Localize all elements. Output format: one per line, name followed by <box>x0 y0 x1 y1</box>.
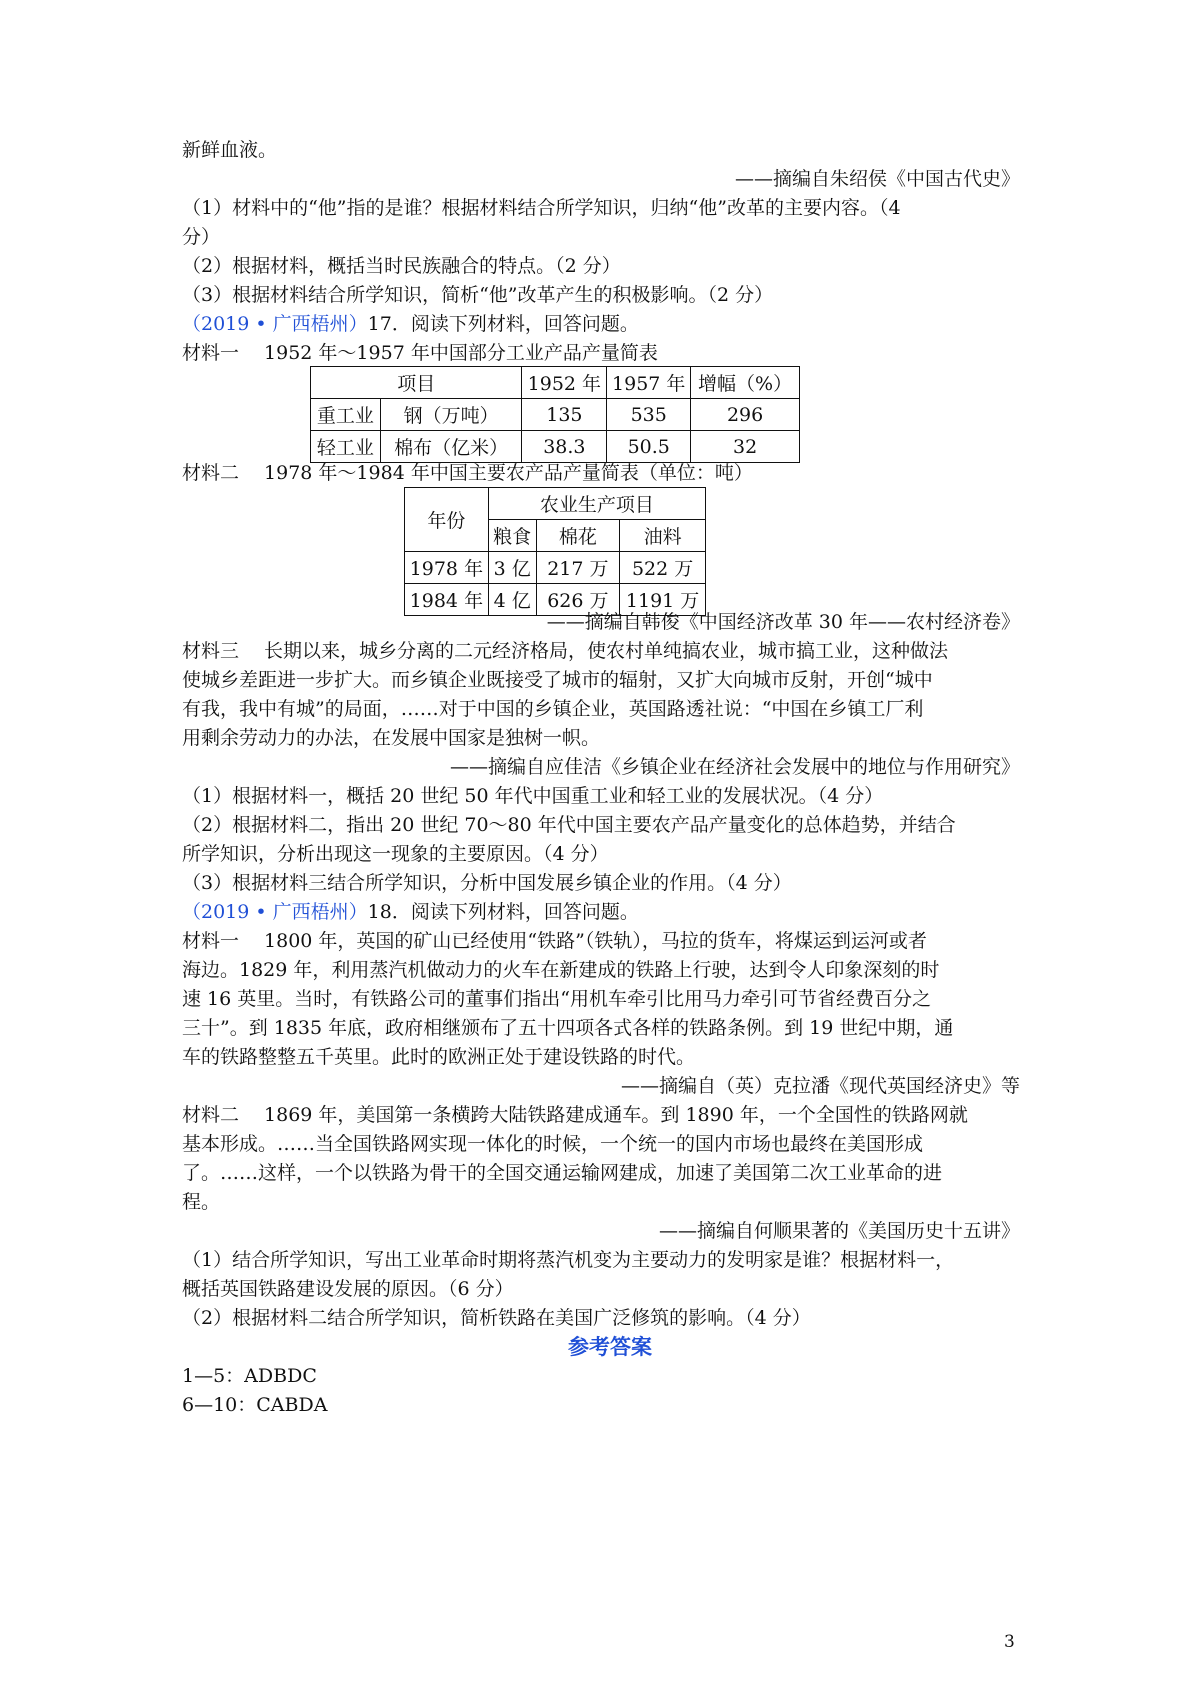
table-cell: 135 <box>522 399 607 431</box>
material-text: 使城乡差距进一步扩大。而乡镇企业既接受了城市的辐射，又扩大向城市反射，开创“城中 <box>182 669 933 691</box>
question-text: （2）根据材料二，指出 20 世纪 70～80 年代中国主要农产品产量变化的总体趋势，并结合 <box>182 814 956 836</box>
material-text: 材料一 1800 年，英国的矿山已经使用“铁路”（铁轨），马拉的货车，将煤运到运河或者 <box>182 930 927 952</box>
table-row <box>405 488 706 520</box>
material-title: 材料二 1978 年～1984 年中国主要农产品产量简表（单位：吨） <box>182 462 753 484</box>
text-line: 新鲜血液。 <box>182 139 278 161</box>
question-text: （3）根据材料三结合所学知识，分析中国发展乡镇企业的作用。（4 分） <box>182 872 792 894</box>
question-source-tag: （2019 • 广西梧州） <box>182 313 368 335</box>
table-cell: 4 亿 <box>488 584 536 616</box>
table-cell: 1191 万 <box>620 584 706 616</box>
question-header-18 <box>182 899 1022 925</box>
table-header-cell: 1957 年 <box>607 367 691 399</box>
table-cell: 棉布（亿米） <box>380 431 522 463</box>
material-text: 速 16 英里。当时，有铁路公司的董事们指出“用机车牵引比用马力牵引可节省经费百分之 <box>182 988 931 1010</box>
material-title: 材料一 1952 年～1957 年中国部分工业产品产量简表 <box>182 342 658 364</box>
table-cell: 钢（万吨） <box>380 399 522 431</box>
table-header-cell: 1952 年 <box>522 367 607 399</box>
question-text: 所学知识，分析出现这一现象的主要原因。（4 分） <box>182 843 609 865</box>
table-cell: 轻工业 <box>311 431 381 463</box>
question-text: 概括英国铁路建设发展的原因。（6 分） <box>182 1278 514 1300</box>
material-text: 三十”。到 1835 年底，政府相继颁布了五十四项各式各样的铁路条例。到 19 世纪中期，通 <box>182 1017 954 1039</box>
material-text: 车的铁路整整五千英里。此时的欧洲正处于建设铁路的时代。 <box>182 1046 696 1068</box>
table-cell: 217 万 <box>536 552 620 584</box>
table-header-cell: 项目 <box>311 367 522 399</box>
table-row <box>405 552 706 584</box>
table-cell: 626 万 <box>536 584 620 616</box>
table-cell: 50.5 <box>607 431 691 463</box>
question-text: （1）结合所学知识，写出工业革命时期将蒸汽机变为主要动力的发明家是谁？根据材料一， <box>182 1249 955 1271</box>
question-text: （2）根据材料二结合所学知识，简析铁路在美国广泛修筑的影响。（4 分） <box>182 1307 811 1329</box>
table-cell: 38.3 <box>522 431 607 463</box>
question-text: （2）根据材料，概括当时民族融合的特点。（2 分） <box>182 255 621 277</box>
question-prompt: 17．阅读下列材料，回答问题。 <box>367 313 639 335</box>
question-text: （3）根据材料结合所学知识，简析“他”改革产生的积极影响。（2 分） <box>182 284 774 306</box>
source-citation: ——摘编自应佳洁《乡镇企业在经济社会发展中的地位与作用研究》 <box>449 756 1020 778</box>
table-header-cell: 油料 <box>620 520 706 552</box>
page-number: 3 <box>1004 1632 1015 1652</box>
material-text: 有我，我中有城”的局面，……对于中国的乡镇企业，英国路透社说：“中国在乡镇工厂利 <box>182 698 924 720</box>
material-text: 材料二 1869 年，美国第一条横跨大陆铁路建成通车。到 1890 年，一个全国性的铁路网就 <box>182 1104 968 1126</box>
table-row <box>311 431 800 463</box>
table-header-cell: 粮食 <box>488 520 536 552</box>
material-text: 用剩余劳动力的办法，在发展中国家是独树一帜。 <box>182 727 601 749</box>
table-header-cell: 农业生产项目 <box>488 488 705 520</box>
table-header-cell: 增幅（%） <box>691 367 800 399</box>
table-row <box>311 399 800 431</box>
table-cell: 重工业 <box>311 399 381 431</box>
question-text: （1）根据材料一，概括 20 世纪 50 年代中国重工业和轻工业的发展状况。（4 分） <box>182 785 884 807</box>
source-citation: ——摘编自何顺果著的《美国历史十五讲》 <box>658 1220 1020 1242</box>
table-cell: 1978 年 <box>405 552 489 584</box>
source-citation: ——摘编自韩俊《中国经济改革 30 年——农村经济卷》 <box>546 611 1020 633</box>
table-cell: 32 <box>691 431 800 463</box>
table-cell: 522 万 <box>620 552 706 584</box>
agriculture-table <box>404 487 706 616</box>
industry-table <box>310 366 800 463</box>
table-cell: 1984 年 <box>405 584 489 616</box>
source-citation: ——摘编自（英）克拉潘《现代英国经济史》等 <box>620 1075 1020 1097</box>
answer-section-title: 参考答案 <box>568 1334 652 1359</box>
answer-line: 1—5：ADBDC <box>182 1365 317 1387</box>
question-text: （1）材料中的“他”指的是谁？根据材料结合所学知识，归纳“他”改革的主要内容。（4 <box>182 197 901 219</box>
table-cell: 296 <box>691 399 800 431</box>
table-header-cell: 棉花 <box>536 520 620 552</box>
answer-line: 6—10：CABDA <box>182 1394 328 1416</box>
material-text: 基本形成。……当全国铁路网实现一体化的时候，一个统一的国内市场也最终在美国形成 <box>182 1133 924 1155</box>
material-text: 海边。1829 年，利用蒸汽机做动力的火车在新建成的铁路上行驶，达到令人印象深刻的时 <box>182 959 940 981</box>
material-text: 材料三 长期以来，城乡分离的二元经济格局，使农村单纯搞农业，城市搞工业，这种做法 <box>182 640 949 662</box>
question-header-17 <box>182 311 1022 337</box>
material-text: 程。 <box>182 1191 221 1213</box>
table-cell: 3 亿 <box>488 552 536 584</box>
question-source-tag: （2019 • 广西梧州） <box>182 901 368 923</box>
table-header-cell: 年份 <box>405 488 489 552</box>
table-row <box>311 367 800 399</box>
question-text: 分） <box>182 226 221 248</box>
source-citation: ——摘编自朱绍侯《中国古代史》 <box>734 168 1020 190</box>
table-cell: 535 <box>607 399 691 431</box>
material-text: 了。……这样，一个以铁路为骨干的全国交通运输网建成，加速了美国第二次工业革命的进 <box>182 1162 943 1184</box>
question-prompt: 18．阅读下列材料，回答问题。 <box>367 901 639 923</box>
